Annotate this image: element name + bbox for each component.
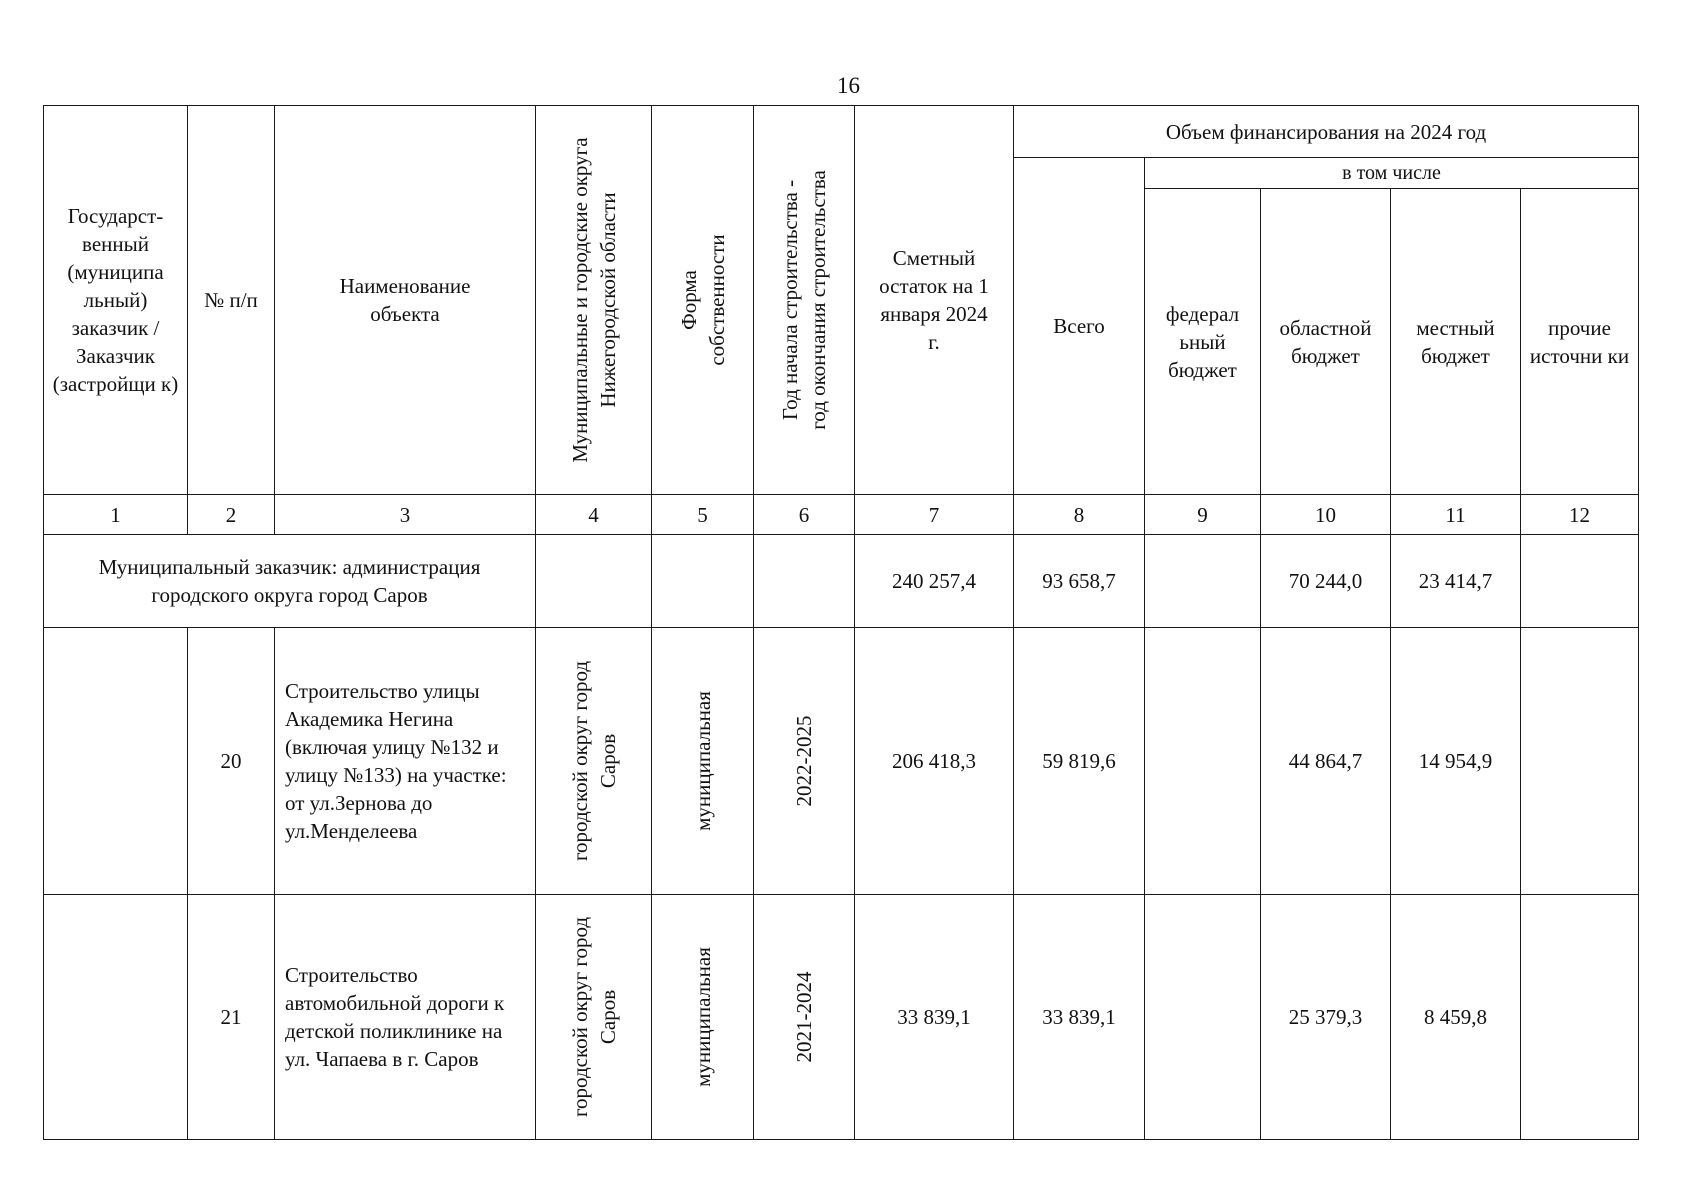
- column-number: 8: [1014, 495, 1145, 535]
- row-district-line1: городской округ город: [567, 660, 592, 862]
- header-other: прочие источни ки: [1521, 189, 1639, 495]
- row-balance: 206 418,3: [855, 628, 1014, 895]
- column-number: 4: [536, 495, 652, 535]
- row-ownership-text: муниципальная: [690, 947, 715, 1087]
- row-years-text: 2021-2024: [792, 971, 816, 1063]
- row-balance: 33 839,1: [855, 895, 1014, 1140]
- column-number-row: [44, 495, 1639, 535]
- customer-federal: [1145, 535, 1261, 628]
- customer-other: [1521, 535, 1639, 628]
- row-regional: 25 379,3: [1261, 895, 1391, 1140]
- row-number: 21: [188, 895, 275, 1140]
- table-row: [44, 895, 1639, 1140]
- row-total: 33 839,1: [1014, 895, 1145, 1140]
- row-years: [754, 628, 855, 895]
- column-number: 1: [44, 495, 188, 535]
- column-number: 3: [275, 495, 536, 535]
- row-district: [536, 628, 652, 895]
- header-district-line1: Муниципальные и городские округа: [567, 137, 592, 463]
- column-number: 5: [652, 495, 754, 535]
- header-regional: областной бюджет: [1261, 189, 1391, 495]
- row-ownership-text: муниципальная: [690, 691, 715, 831]
- customer-label: Муниципальный заказчик: администрация городского округа город Саров: [44, 535, 536, 628]
- row-total: 59 819,6: [1014, 628, 1145, 895]
- column-number: 10: [1261, 495, 1391, 535]
- column-number: 11: [1391, 495, 1521, 535]
- customer-balance: 240 257,4: [855, 535, 1014, 628]
- funding-table: [43, 105, 1639, 1140]
- header-years-line1: Год начала строительства -: [778, 179, 802, 421]
- customer-total: 93 658,7: [1014, 535, 1145, 628]
- header-funding-title: Объем финансирования на 2024 год: [1014, 106, 1639, 158]
- header-ownership: [652, 106, 754, 495]
- row-local: 8 459,8: [1391, 895, 1521, 1140]
- customer-years: [754, 535, 855, 628]
- customer-regional: 70 244,0: [1261, 535, 1391, 628]
- header-federal: федерал ьный бюджет: [1145, 189, 1261, 495]
- row-regional: 44 864,7: [1261, 628, 1391, 895]
- table-row: [44, 628, 1639, 895]
- header-number: № п/п: [188, 106, 275, 495]
- row-district-line1: городской округ город: [567, 916, 592, 1118]
- header-ownership-line2: собственности: [704, 234, 729, 366]
- row-customer: [44, 628, 188, 895]
- column-number: 6: [754, 495, 855, 535]
- row-other: [1521, 628, 1639, 895]
- row-years: [754, 895, 855, 1140]
- row-district: [536, 895, 652, 1140]
- row-district-line2: Саров: [595, 989, 620, 1045]
- column-number: 7: [855, 495, 1014, 535]
- row-customer: [44, 895, 188, 1140]
- row-local: 14 954,9: [1391, 628, 1521, 895]
- header-years: [754, 106, 855, 495]
- header-district-line2: Нижегородской области: [595, 192, 620, 408]
- customer-ownership: [652, 535, 754, 628]
- column-number: 9: [1145, 495, 1261, 535]
- row-number: 20: [188, 628, 275, 895]
- header-years-line2: год окончания строительства: [806, 170, 830, 430]
- row-ownership: [652, 628, 754, 895]
- row-object-name: Строительство улицы Академика Негина (включая улицу №132 и улицу №133) на участке: от ул.Зернова до ул.Менделеева: [275, 628, 536, 895]
- row-years-text: 2022-2025: [792, 715, 816, 807]
- column-number: 2: [188, 495, 275, 535]
- row-other: [1521, 895, 1639, 1140]
- column-number: 12: [1521, 495, 1639, 535]
- header-customer: Государст-венный (муниципа льный) заказчик / Заказчик (застройщи к): [44, 106, 188, 495]
- row-district-line2: Саров: [595, 733, 620, 789]
- header-total: Всего: [1014, 158, 1145, 495]
- row-ownership: [652, 895, 754, 1140]
- customer-local: 23 414,7: [1391, 535, 1521, 628]
- header-balance: Сметный остаток на 1 января 2024 г.: [855, 106, 1014, 495]
- header-ownership-line1: Форма: [676, 270, 701, 330]
- header-object-name: Наименование объекта: [275, 106, 536, 495]
- header-district: [536, 106, 652, 495]
- row-federal: [1145, 628, 1261, 895]
- header-including: в том числе: [1145, 158, 1639, 189]
- row-object-name: Строительство автомобильной дороги к детской поликлинике на ул. Чапаева в г. Саров: [275, 895, 536, 1140]
- customer-summary-row: [44, 535, 1639, 628]
- page-number: 16: [837, 73, 860, 98]
- header-local: местный бюджет: [1391, 189, 1521, 495]
- row-federal: [1145, 895, 1261, 1140]
- customer-district: [536, 535, 652, 628]
